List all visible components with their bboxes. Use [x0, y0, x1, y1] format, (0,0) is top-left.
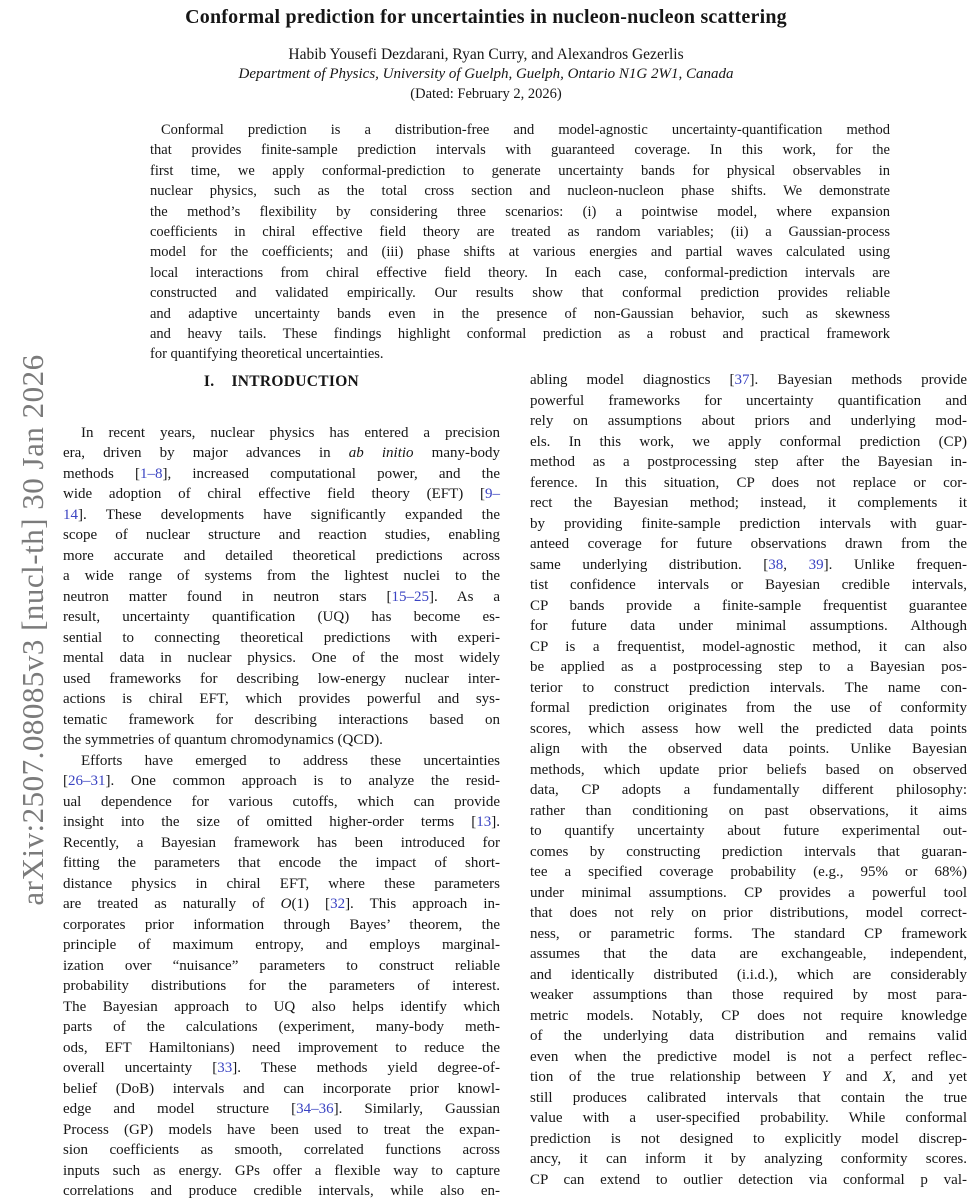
text-line: more accurate and detailed theoretical predictions across — [63, 547, 500, 564]
text-line: tion of the true relationship between Y and X, and yet — [530, 1069, 967, 1085]
text-line: still produces calibrated intervals that contain the true — [530, 1089, 967, 1106]
text-line: weaker assumptions than those required by most para- — [530, 987, 967, 1003]
text-line: are treated as naturally of O(1) [32]. This approach in- — [63, 896, 500, 912]
text-line: method as a postprocessing step after the Bayesian in- — [530, 454, 967, 470]
italic-text: X — [882, 1069, 893, 1085]
text-line: constructed and validated empirically. Our results show that conformal prediction provides reliable — [150, 285, 890, 302]
text-line: rect the Bayesian method; instead, it complements it — [530, 495, 967, 511]
text-line: and identically distributed (i.i.d.), which are considerably — [530, 966, 967, 983]
text-line: edge and model structure [34–36]. Similarly, Gaussian — [63, 1101, 500, 1117]
citation-link[interactable]: 38 — [768, 556, 784, 573]
text-line: CP is a frequentist, model-agnostic method, it can also — [530, 638, 967, 655]
text-line: comes by constructing prediction intervals that guaran- — [530, 843, 967, 860]
text-line: mental data in nuclear physics. One of the most widely — [63, 650, 500, 666]
text-line: even when the predictive model is not a perfect reflec- — [530, 1048, 967, 1065]
text-line: insight into the size of omitted higher-order terms [13]. — [63, 814, 500, 830]
text-line: distance physics in chiral EFT, where these parameters — [63, 875, 500, 892]
text-line: the method’s flexibility by considering three scenarios: (i) a pointwise model, where expansion — [150, 203, 890, 220]
text-line: terior to construct prediction intervals. The name con- — [530, 679, 967, 696]
italic-text: O — [280, 896, 292, 912]
text-line: neutron matter found in neutron stars [15–25]. As a — [63, 588, 500, 605]
text-line: to quantify uncertainty about future experimental out- — [530, 823, 967, 839]
text-line: be applied as a postprocessing step to a Bayesian pos- — [530, 659, 967, 675]
text-line: metric models. Notably, CP does not require knowledge — [530, 1007, 967, 1024]
italic-text: ab initio — [348, 445, 414, 461]
text-line: ancy, it can inform it by analyzing conformity scores. — [530, 1151, 967, 1167]
text-line: sion coefficients as smooth, correlated functions across — [63, 1142, 500, 1158]
paper-title: Conformal prediction for uncertainties in nucleon-nucleon scattering — [185, 6, 787, 28]
text-line: correlations and produce credible intervals, while also en- — [63, 1183, 500, 1199]
text-line: era, driven by major advances in ab initio many-body — [63, 445, 500, 461]
citation-link[interactable]: 15–25 — [391, 588, 429, 605]
text-line: first time, we apply conformal-prediction to generate uncertainty bands for physical observables in — [150, 162, 890, 179]
text-line: formal prediction originates from the use of conformity — [530, 700, 967, 716]
text-line: ual dependence for various cutoffs, which can provide — [63, 793, 500, 810]
text-line: align with the observed data points. Unlike Bayesian — [530, 741, 967, 757]
text-line: abling model diagnostics [37]. Bayesian methods provide — [530, 372, 967, 388]
citation-link[interactable]: 32 — [330, 896, 346, 912]
italic-text: Y — [821, 1069, 831, 1085]
text-line: assumes that the data are exchangeable, independent, — [530, 946, 967, 962]
paper-header — [0, 6, 972, 103]
text-line: [26–31]. One common approach is to analyze the resid- — [63, 773, 500, 789]
citation-link[interactable]: 39 — [808, 556, 824, 573]
text-line: In recent years, nuclear physics has entered a precision — [81, 424, 500, 441]
text-line: Recently, a Bayesian framework has been introduced for — [63, 834, 500, 851]
text-line: for quantifying theoretical uncertainties. — [150, 346, 384, 363]
text-line: Conformal prediction is a distribution-free and model-agnostic uncertainty-quantification method — [161, 122, 890, 138]
text-line: ization over “nuisance” parameters to construct reliable — [63, 957, 500, 974]
text-line: of the underlying data distribution and remains valid — [530, 1028, 967, 1044]
text-line: 14]. These developments have significantly expanded the — [63, 506, 500, 523]
text-line: CP bands provide a finite-sample frequentist guarantee — [530, 597, 967, 614]
text-line: powerful frameworks for uncertainty quantification and — [530, 392, 967, 409]
citation-link[interactable]: 33 — [217, 1060, 233, 1076]
text-line: methods, which update prior beliefs based on observed — [530, 761, 967, 778]
text-line: Process (GP) models have been used to treat the expan- — [63, 1121, 500, 1138]
text-line: prediction is not designed to explicitly model discrep- — [530, 1130, 967, 1147]
text-line: the symmetries of quantum chromodynamics (QCD). — [63, 732, 383, 748]
date-line: (Dated: February 2, 2026) — [410, 86, 562, 102]
column-left — [63, 370, 500, 1200]
text-line: same underlying distribution. [38, 39]. Unlike frequen- — [530, 556, 967, 573]
text-line: tee a specified coverage probability (e.g., 95% or 68%) — [530, 864, 967, 880]
text-line: sential to connecting theoretical predictions with experi- — [63, 629, 500, 646]
text-line: by providing finite-sample prediction intervals with guar- — [530, 515, 967, 532]
text-line: for future data under minimal assumptions. Although — [530, 618, 967, 634]
text-line: scope of nuclear structure and reaction studies, enabling — [63, 527, 500, 543]
text-line: els. In this work, we apply conformal prediction (CP) — [530, 433, 967, 450]
text-line: scores, which assess how well the predicted data points — [530, 720, 967, 737]
text-line: The Bayesian approach to UQ also helps identify which — [63, 998, 500, 1015]
text-line: CP can extend to outlier detection via conformal p val- — [530, 1171, 967, 1188]
text-line: under minimal assumptions. CP provides a powerful tool — [530, 884, 967, 901]
text-line: value with a user-specified probability. While conformal — [530, 1110, 967, 1126]
text-line: coefficients in chiral effective field theory are treated as random variables; (ii) a Gaussian-process — [150, 224, 890, 241]
citation-link[interactable]: 34–36 — [296, 1101, 334, 1117]
text-line: tematic framework for describing interactions based on — [63, 711, 500, 728]
text-line: Efforts have emerged to address these uncertainties — [81, 752, 500, 769]
text-line: parts of the calculations (experiment, many-body meth- — [63, 1019, 500, 1035]
arxiv-watermark: arXiv:2507.08085v3 [nucl-th] 30 Jan 2026 — [15, 354, 50, 906]
text-line: probability distributions for the parameters of interest. — [63, 978, 500, 994]
text-line: used frameworks for describing low-energy nuclear inter- — [63, 670, 500, 687]
text-line: and adaptive uncertainty bands even in the presence of non-Gaussian behavior, such as skewness — [150, 305, 890, 322]
text-line: local interactions from chiral effective field theory. In each case, conformal-prediction intervals are — [150, 264, 890, 281]
text-line: and heavy tails. These findings highlight conformal prediction as a robust and practical framework — [150, 326, 890, 343]
citation-link[interactable]: 26–31 — [68, 773, 106, 789]
citation-link[interactable]: 14 — [63, 506, 78, 523]
affiliation: Department of Physics, University of Guelph, Guelph, Ontario N1G 2W1, Canada — [238, 66, 734, 82]
text-line: a wide range of systems from the lightest nuclei to the — [63, 568, 500, 584]
section-heading: I. INTRODUCTION — [203, 373, 360, 390]
text-line: rather than conditioning on past observations, it aims — [530, 802, 967, 819]
text-line: methods [1–8], increased computational power, and the — [63, 465, 500, 482]
abstract — [150, 120, 890, 365]
text-line: overall uncertainty [33]. These methods yield degree-of- — [63, 1060, 500, 1076]
text-line: that provides finite-sample prediction intervals with guaranteed coverage. In this work, for the — [150, 142, 890, 159]
text-line: tist confidence intervals or Bayesian credible intervals, — [530, 577, 967, 593]
text-line: wide adoption of chiral effective field theory (EFT) [9– — [63, 486, 500, 502]
text-line: data, CP adopts a fundamentally different philosophy: — [530, 782, 967, 798]
citation-link[interactable]: 9– — [485, 486, 500, 502]
citation-link[interactable]: 1–8 — [139, 465, 163, 482]
text-line: belief (DoB) intervals and can incorporate prior knowl- — [63, 1080, 500, 1097]
citation-link[interactable]: 13 — [476, 814, 492, 830]
text-line: anteed coverage for future observations drawn from the — [530, 536, 967, 552]
text-line: ods, EFT Hamiltonians) need improvement to reduce the — [63, 1039, 500, 1056]
text-line: inputs such as energy. GPs offer a flexible way to capture — [63, 1162, 500, 1179]
text-line: principle of maximum entropy, and employs marginal- — [63, 937, 500, 953]
text-line: fitting the parameters that encode the impact of short- — [63, 855, 500, 871]
text-line: nuclear physics, such as the total cross section and nucleon-nucleon phase shifts. We demonstrate — [150, 183, 890, 200]
text-line: result, uncertainty quantification (UQ) has become es- — [63, 609, 500, 625]
text-line: rely on assumptions about priors and underlying mod- — [530, 413, 967, 429]
author-list: Habib Yousefi Dezdarani, Ryan Curry, and Alexandros Gezerlis — [288, 46, 684, 63]
text-line: ness, or parametric forms. The standard CP framework — [530, 925, 967, 942]
text-line: ference. In this situation, CP does not replace or cor- — [530, 474, 967, 491]
text-line: actions is chiral EFT, which provides powerful and sys- — [63, 691, 500, 707]
citation-link[interactable]: 37 — [734, 372, 750, 388]
text-line: corporates prior information through Bayes’ theorem, the — [63, 916, 500, 933]
column-right — [530, 370, 967, 1190]
text-line: that does not rely on prior distributions, model correct- — [530, 905, 967, 921]
text-line: model for the coefficients; and (iii) phase shifts at various energies and partial waves calculated using — [150, 244, 890, 261]
